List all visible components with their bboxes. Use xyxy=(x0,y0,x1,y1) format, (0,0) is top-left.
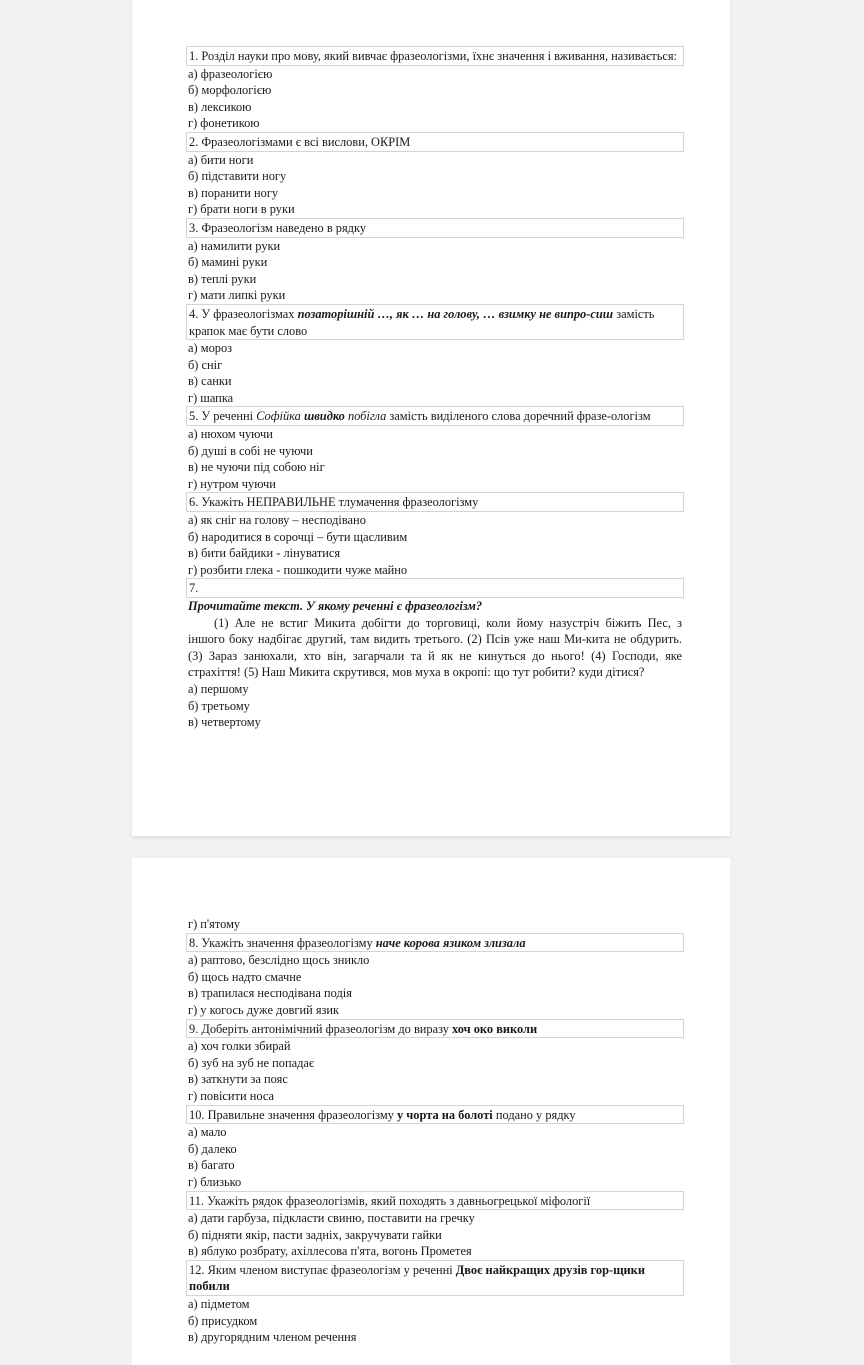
document-page-1 xyxy=(132,0,730,836)
option: б) мамині руки xyxy=(188,255,268,270)
option: в) теплі руки xyxy=(188,271,257,286)
question-3: 3. Фразеологізм наведено в рядку xyxy=(186,218,684,238)
option: г) п'ятому xyxy=(188,917,241,931)
question-text: 12. Яким членом виступає фразеологізм у реченні xyxy=(189,1262,456,1277)
highlighted-phrase: наче корова язиком злизала xyxy=(375,935,526,950)
question-7: 7. xyxy=(186,578,684,598)
option: в) санки xyxy=(188,374,232,389)
option: а) першому xyxy=(188,681,249,696)
question-12 xyxy=(186,1260,684,1296)
option: г) мати липкі руки xyxy=(188,288,286,303)
option: б) сніг xyxy=(188,357,223,372)
reading-passage xyxy=(188,615,682,681)
question-1: 1. Розділ науки про мову, який вивчає фразеологізми, їхнє значення і вживання, називається: xyxy=(186,46,684,66)
question-6: 6. Укажіть НЕПРАВИЛЬНЕ тлумачення фразеологізму xyxy=(186,492,684,512)
question-text: замість крапок має бути слово xyxy=(189,306,655,338)
option: а) раптово, безслідно щось зникло xyxy=(188,953,370,968)
question-5 xyxy=(186,406,684,426)
option: б) підняти якір, пасти задніх, закручувати гайки xyxy=(188,1227,442,1242)
option: б) народитися в сорочці – бути щасливим xyxy=(188,529,408,544)
highlighted-phrase: позаторішній …, як … на голову, … взимку не випро-сиш xyxy=(297,306,614,321)
option: б) третьому xyxy=(188,698,250,713)
option: а) дати гарбуза, підкласти свиню, поставити на гречку xyxy=(188,1211,475,1226)
option: а) нюхом чуючи xyxy=(188,427,273,442)
option: г) повісити носа xyxy=(188,1088,274,1103)
option: в) заткнути за пояс xyxy=(188,1072,288,1087)
option: в) четвертому xyxy=(188,715,261,730)
question-text: 10. Правильне значення фразеологізму xyxy=(189,1107,397,1122)
option: г) у когось дуже довгий язик xyxy=(188,1002,340,1017)
question-11: 11. Укажіть рядок фразеологізмів, який походять з давньогрецької міфології xyxy=(186,1191,684,1211)
option: в) лексикою xyxy=(188,99,252,114)
question-text: замість виділеного слова доречний фразе-ологізм xyxy=(386,409,651,424)
option: в) бити байдики - лінуватися xyxy=(188,546,341,561)
option: г) шапка xyxy=(188,390,234,405)
option: б) підставити ногу xyxy=(188,169,287,184)
italic-phrase: побігла xyxy=(344,409,387,424)
option: г) брати ноги в руки xyxy=(188,202,295,217)
option: а) фразеологією xyxy=(188,66,273,81)
option: в) поранити ногу xyxy=(188,185,279,200)
option: г) нутром чуючи xyxy=(188,476,276,491)
question-text: подано у рядку xyxy=(492,1107,576,1122)
option: в) багато xyxy=(188,1158,235,1173)
highlighted-word: швидко xyxy=(303,409,345,424)
passage-text: (1) Але не встиг Микита добігти до торговиці, коли йому назустріч біжить Пес, з іншого боку надбігає другий, там видить третього. (2) Псів уже наш Ми-кита не обдурить. (3) Зараз занюхали, хто він, загарчали та й як не кинуться до нього! (4) Господи, яке страхіття! (5) Наш Микита скрутився, мов муха в окропі: що тут робити? куди дітися? xyxy=(188,615,682,680)
question-9 xyxy=(186,1019,684,1039)
option: б) душі в собі не чуючи xyxy=(188,443,313,458)
question-text: 5. У реченні xyxy=(189,409,257,424)
question-text: 9. Доберіть антонімічний фразеологізм до виразу xyxy=(189,1021,453,1036)
option: а) намилити руки xyxy=(188,238,281,253)
option: б) присудком xyxy=(188,1313,258,1328)
option: б) морфологією xyxy=(188,83,272,98)
option: б) щось надто смачне xyxy=(188,969,302,984)
question-text: 4. У фразеологізмах xyxy=(189,306,298,321)
document-page-2 xyxy=(132,858,730,1365)
option: г) розбити глека - пошкодити чуже майно xyxy=(188,562,408,577)
option: в) трапилася несподівана подія xyxy=(188,986,352,1001)
highlighted-phrase: у чорта на болоті xyxy=(397,1107,493,1122)
highlighted-phrase: хоч око виколи xyxy=(452,1021,538,1036)
option: в) яблуко розбрату, ахіллесова п'ята, вогонь Прометея xyxy=(188,1244,472,1259)
question-8 xyxy=(186,933,684,953)
page-2-content xyxy=(188,916,682,1346)
option: б) далеко xyxy=(188,1141,237,1156)
question-7-heading: Прочитайте текст. У якому реченні є фразеологізм? xyxy=(188,599,483,613)
option: а) підметом xyxy=(188,1297,250,1312)
option: а) як сніг на голову – несподівано xyxy=(188,513,366,528)
option: г) близько xyxy=(188,1174,242,1189)
option: а) мало xyxy=(188,1125,227,1140)
question-2: 2. Фразеологізмами є всі вислови, ОКРІМ xyxy=(186,132,684,152)
option: б) зуб на зуб не попадає xyxy=(188,1055,315,1070)
question-10 xyxy=(186,1105,684,1125)
option: а) хоч голки збирай xyxy=(188,1039,291,1054)
page-1-content xyxy=(188,46,682,731)
question-4 xyxy=(186,304,684,340)
option: в) не чуючи під собою ніг xyxy=(188,460,325,475)
question-text: 8. Укажіть значення фразеологізму xyxy=(189,935,376,950)
option: в) другорядним членом речення xyxy=(188,1330,357,1345)
option: а) бити ноги xyxy=(188,152,254,167)
highlighted-phrase: Двоє найкращих друзів гор-щики побили xyxy=(189,1262,645,1294)
italic-phrase: Софійка xyxy=(256,409,304,424)
option: а) мороз xyxy=(188,341,233,356)
option: г) фонетикою xyxy=(188,116,260,131)
